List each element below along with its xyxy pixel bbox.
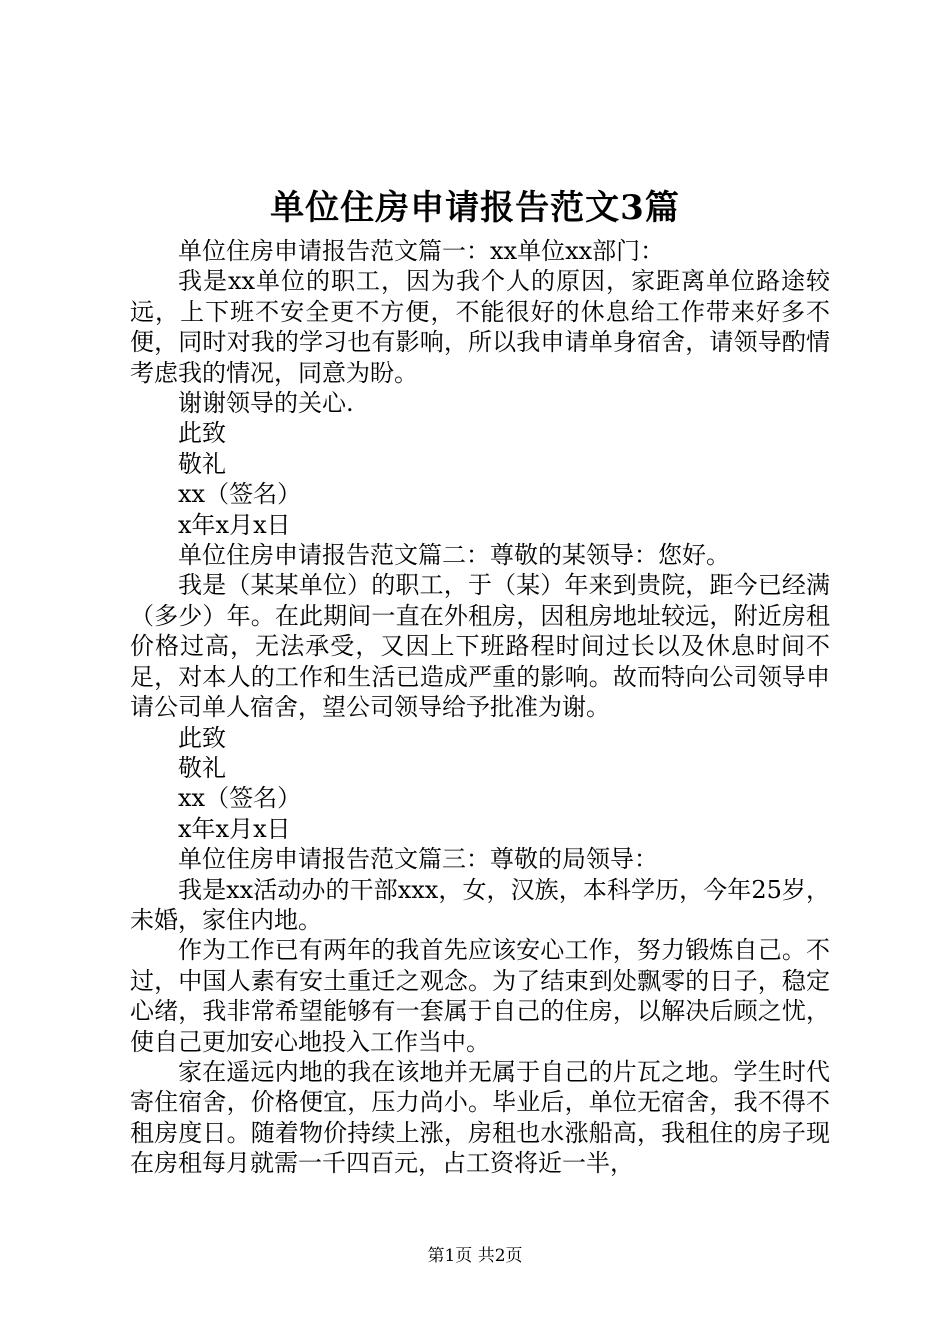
paragraph: 我是xx单位的职工，因为我个人的原因，家距离单位路途较远，上下班不安全更不方便，不能很好的休息给工作带来好多不便，同时对我的学习也有影响，所以我申请单身宿舍，请领导酌情考虑我的情况，同意为盼。	[130, 267, 830, 387]
paragraph: 谢谢领导的关心.	[178, 389, 354, 418]
paragraph: xx（签名）	[178, 784, 302, 813]
page-number-footer: 第1页 共2页	[427, 1246, 523, 1266]
paragraph: 家在遥远内地的我在该地并无属于自己的片瓦之地。学生时代寄住宿舍，价格便宜，压力尚小。毕业后，单位无宿舍，我不得不租房度日。随着物价持续上涨，房租也水涨船高，我租住的房子现在房租每月就需一千四百元，占工资将近一半，	[130, 1057, 830, 1178]
paragraph: 我是（某某单位）的职工，于（某）年来到贵院，距今已经满（多少）年。在此期间一直在外租房，因租房地址较远，附近房租价格过高，无法承受，又因上下班路程时间过长以及休息时间不足，对本人的工作和生活已造成严重的影响。故而特向公司领导申请公司单人宿舍，望公司领导给予批准为谢。	[130, 571, 830, 722]
paragraph: 我是xx活动办的干部xxx，女，汉族，本科学历，今年25岁，未婚，家住内地。	[130, 875, 830, 934]
paragraph: xx（签名）	[178, 480, 302, 509]
paragraph: 单位住房申请报告范文篇二：尊敬的某领导：您好。	[178, 541, 730, 570]
paragraph: 敬礼	[178, 753, 226, 782]
document-body	[130, 236, 830, 1179]
document-title: 单位住房申请报告范文3篇	[270, 188, 680, 228]
paragraph: x年x月x日	[178, 510, 291, 539]
paragraph: 此致	[178, 723, 226, 752]
paragraph: x年x月x日	[178, 814, 291, 843]
paragraph: 敬礼	[178, 449, 226, 478]
paragraph: 作为工作已有两年的我首先应该安心工作，努力锻炼自己。不过，中国人素有安土重迁之观念。为了结束到处飘零的日子，稳定心绪，我非常希望能够有一套属于自己的住房，以解决后顾之忧，使自己更加安心地投入工作当中。	[130, 936, 830, 1056]
paragraph: 单位住房申请报告范文篇三：尊敬的局领导：	[178, 845, 658, 874]
paragraph: 此致	[178, 419, 226, 448]
paragraph: 单位住房申请报告范文篇一：xx单位xx部门：	[178, 237, 665, 265]
